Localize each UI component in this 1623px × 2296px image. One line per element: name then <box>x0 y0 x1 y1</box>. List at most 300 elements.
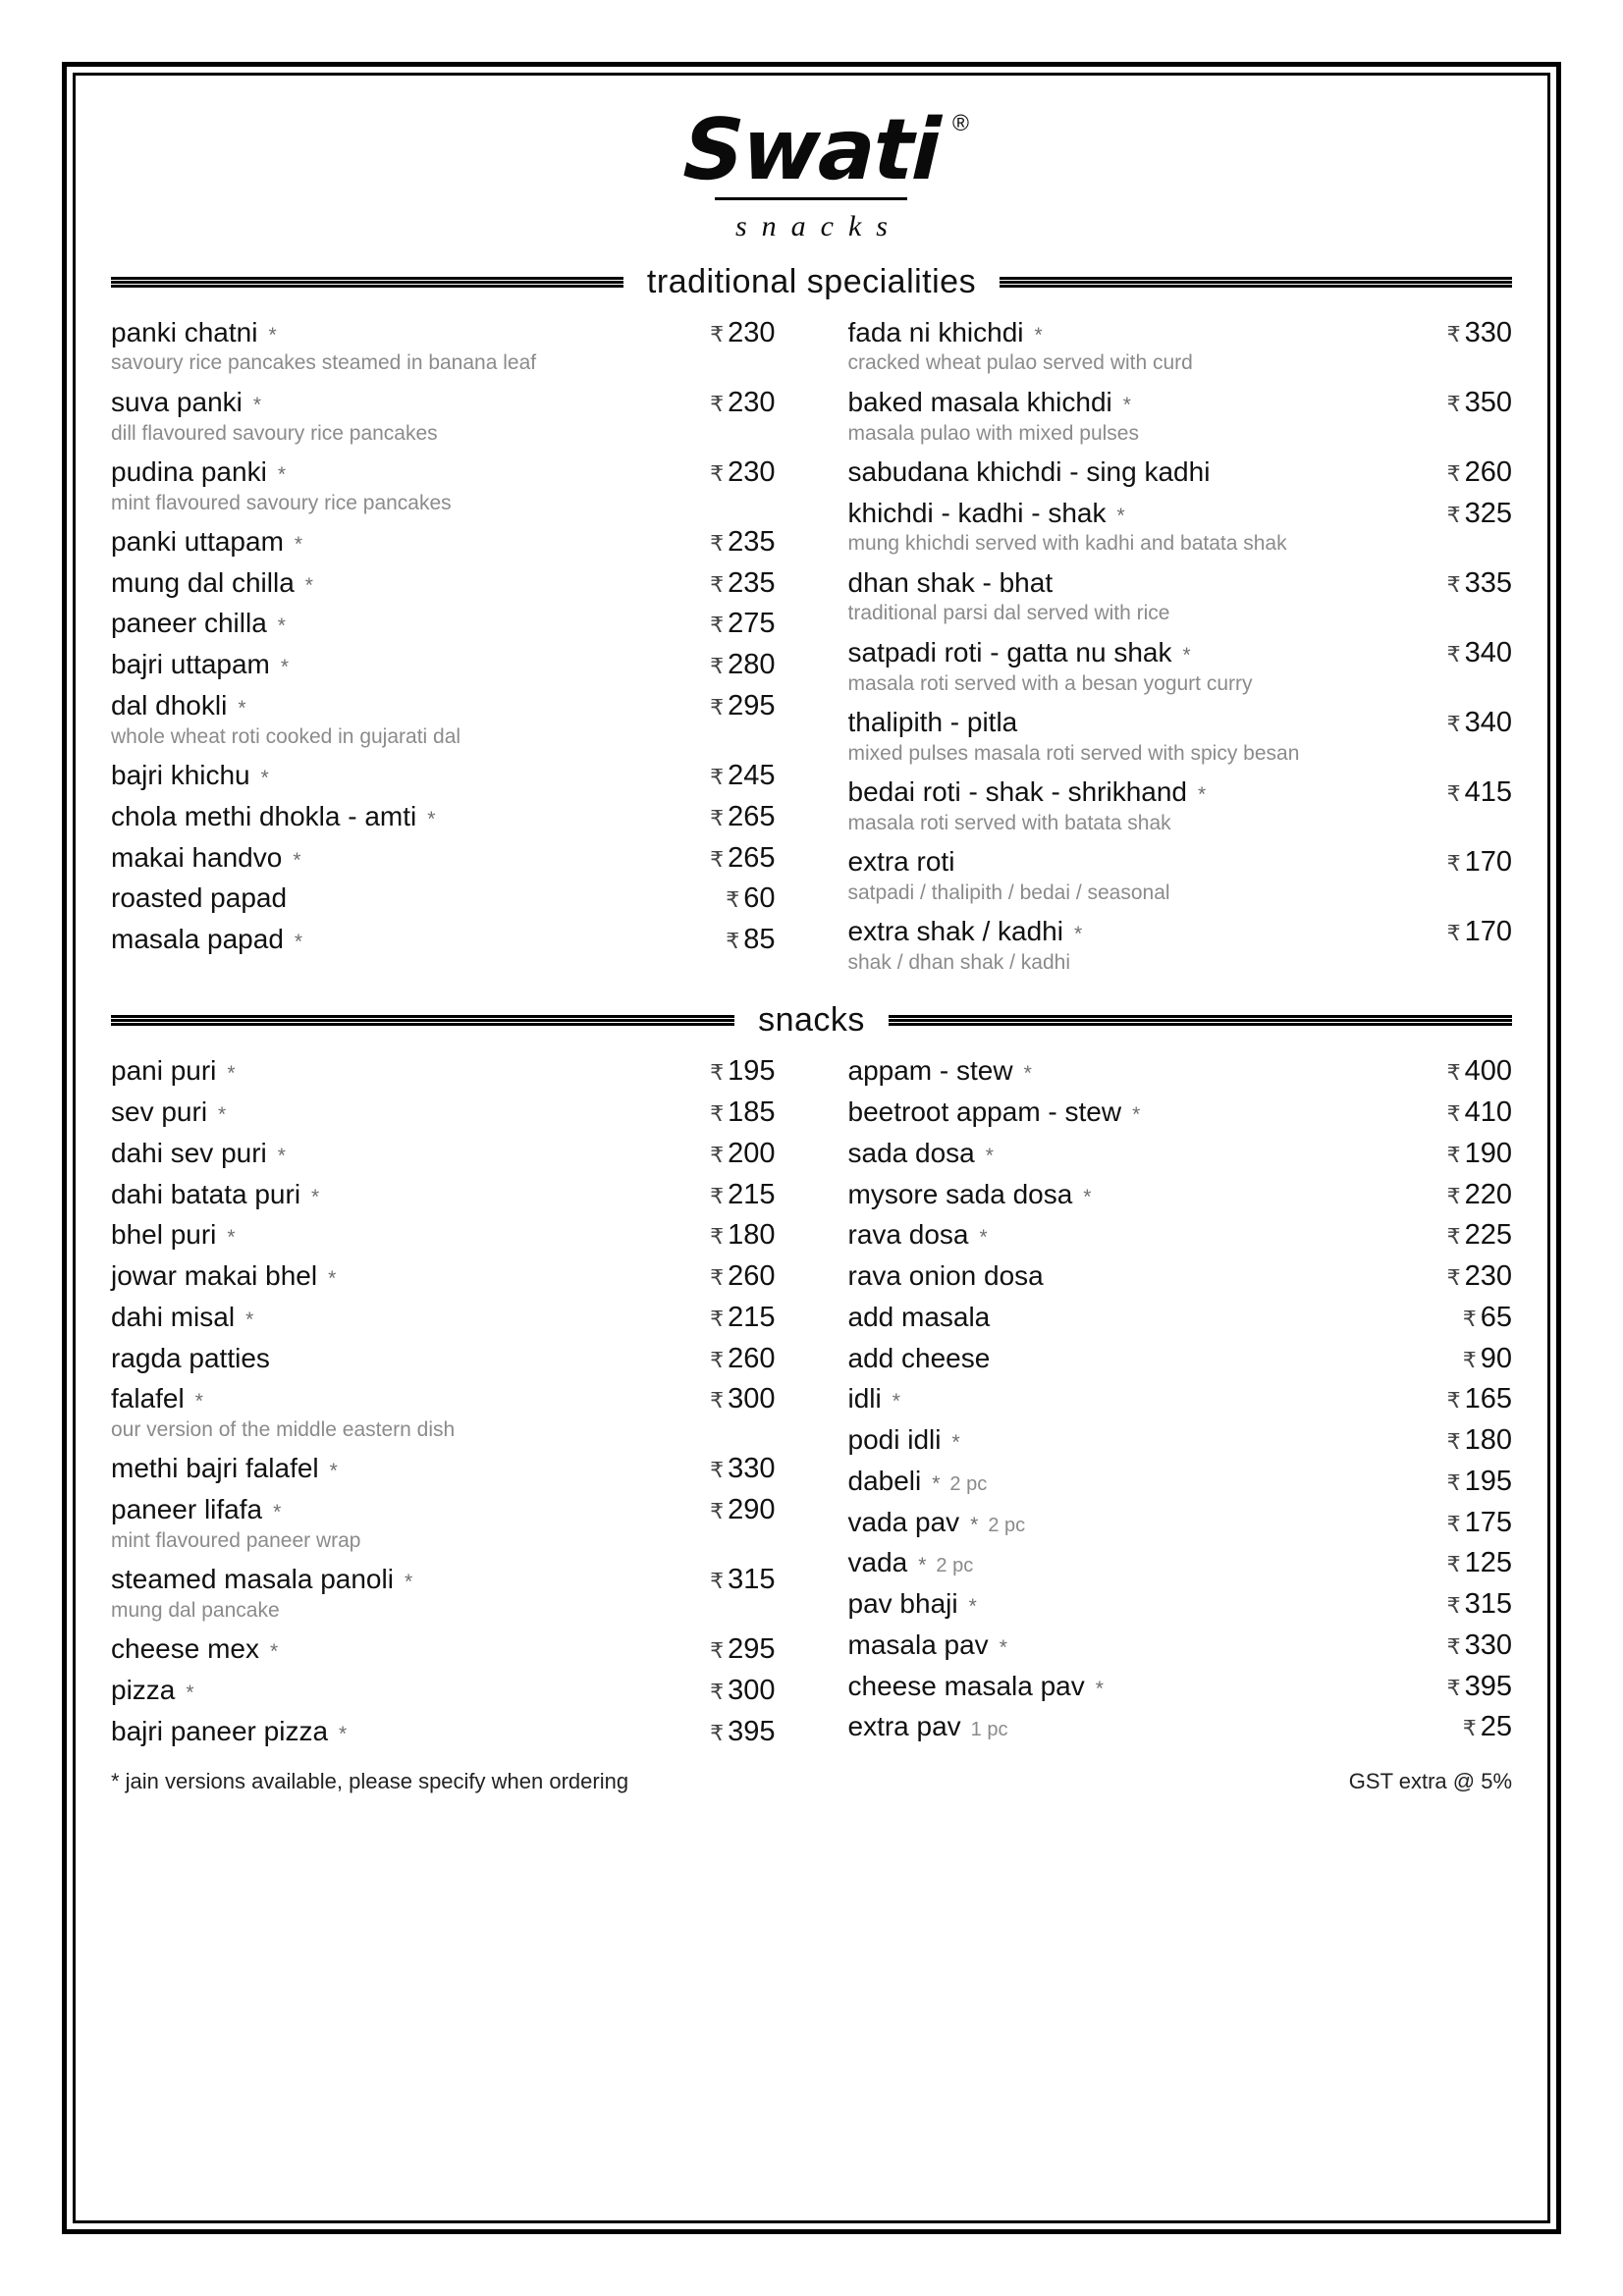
menu-item <box>111 920 776 959</box>
rupee-icon: ₹ <box>1446 1593 1461 1619</box>
menu-item <box>848 1256 1513 1296</box>
menu-item-price <box>726 882 775 915</box>
menu-item <box>111 756 776 795</box>
menu-item-name: steamed masala panoli <box>111 1564 394 1595</box>
menu-item <box>111 879 776 918</box>
jain-available-asterisk-icon: * <box>277 462 286 486</box>
menu-item-price <box>710 842 775 875</box>
menu-item-description: masala pulao with mixed pulses <box>847 421 1139 445</box>
rupee-icon: ₹ <box>710 846 725 872</box>
menu-item-name: bajri uttapam <box>111 649 270 680</box>
menu-item-price-value: 185 <box>728 1096 776 1129</box>
menu-item-price <box>1447 1219 1512 1252</box>
menu-item-name: vada <box>847 1547 908 1578</box>
menu-column <box>848 313 1513 983</box>
jain-available-asterisk-icon: * <box>245 1308 254 1331</box>
menu-item-name: suva panki <box>111 386 243 417</box>
rupee-icon: ₹ <box>1462 1347 1477 1372</box>
menu-item-price <box>1447 776 1512 809</box>
menu-item-price-value: 165 <box>1464 1383 1512 1415</box>
menu-item-description: mint flavoured paneer wrap <box>111 1528 361 1552</box>
menu-item-line <box>848 1215 1513 1255</box>
menu-item-price <box>710 1055 775 1088</box>
menu-item <box>848 453 1513 492</box>
menu-item <box>848 1420 1513 1460</box>
menu-item-line <box>111 1671 776 1710</box>
menu-item-price-value: 265 <box>728 841 776 874</box>
menu-item-name: khichdi - kadhi - shak <box>847 497 1107 528</box>
rupee-icon: ₹ <box>1446 1224 1461 1250</box>
rupee-icon: ₹ <box>1446 1675 1461 1700</box>
menu-item-line <box>848 313 1513 352</box>
menu-item-name: pizza <box>111 1675 176 1706</box>
menu-item <box>111 1093 776 1132</box>
menu-item-price <box>1447 1466 1512 1498</box>
menu-item-price <box>1447 1383 1512 1415</box>
menu-item <box>848 1462 1513 1501</box>
menu-item <box>848 912 1513 977</box>
menu-item-line <box>111 1215 776 1255</box>
menu-item-line <box>848 912 1513 951</box>
menu-item-description: masala roti served with batata shak <box>847 811 1171 834</box>
jain-available-asterisk-icon: * <box>970 1513 979 1536</box>
menu-item-price <box>726 924 775 956</box>
menu-item-description: mixed pulses masala roti served with spicy besan <box>847 741 1300 765</box>
rupee-icon: ₹ <box>710 765 725 790</box>
menu-item <box>111 1560 776 1625</box>
menu-item-price-value: 315 <box>728 1564 776 1596</box>
rupee-icon: ₹ <box>726 887 740 913</box>
menu-item-description: whole wheat roti cooked in gujarati dal <box>111 724 461 748</box>
menu-item-line <box>111 1712 776 1751</box>
menu-item-price <box>710 456 775 489</box>
menu-item-name: pani puri <box>111 1055 217 1087</box>
menu-item-name: methi bajri falafel <box>111 1453 319 1484</box>
jain-available-asterisk-icon: * <box>238 696 246 720</box>
section-columns <box>111 313 1512 983</box>
menu-item-name: masala papad <box>111 924 284 955</box>
rupee-icon: ₹ <box>1446 1265 1461 1291</box>
jain-available-asterisk-icon: * <box>339 1722 348 1745</box>
menu-item-description: our version of the middle eastern dish <box>111 1418 456 1442</box>
jain-available-asterisk-icon: * <box>294 532 303 556</box>
menu-page-frame <box>62 62 1561 2234</box>
jain-available-asterisk-icon: * <box>252 393 262 416</box>
jain-available-asterisk-icon: * <box>277 614 286 638</box>
rupee-icon: ₹ <box>710 530 725 556</box>
menu-item <box>111 313 776 378</box>
menu-item-line <box>848 383 1513 422</box>
menu-item-price <box>1447 1138 1512 1170</box>
menu-item <box>111 1339 776 1378</box>
jain-available-asterisk-icon: * <box>427 807 436 830</box>
menu-item-name: panki uttapam <box>111 525 284 557</box>
menu-item-line <box>111 1449 776 1488</box>
menu-item-line <box>848 1543 1513 1582</box>
menu-item-line <box>111 453 776 492</box>
menu-item <box>111 1298 776 1337</box>
menu-item-line <box>111 1134 776 1173</box>
rupee-icon: ₹ <box>710 460 725 486</box>
menu-item-name: bedai roti - shak - shrikhand <box>847 776 1188 807</box>
menu-item-quantity: 2 pc <box>936 1555 974 1577</box>
brand-mark <box>681 101 968 243</box>
section-header <box>111 263 1512 301</box>
menu-item-line <box>848 842 1513 881</box>
menu-item-price-value: 330 <box>1464 1629 1512 1661</box>
menu-item-price-value: 245 <box>728 760 776 792</box>
menu-item-line <box>111 1093 776 1132</box>
menu-item <box>848 1134 1513 1173</box>
rupee-icon: ₹ <box>1446 1511 1461 1536</box>
menu-item-name: jowar makai bhel <box>111 1260 318 1292</box>
rupee-icon: ₹ <box>1446 321 1461 347</box>
menu-item <box>848 1584 1513 1624</box>
rupee-icon: ₹ <box>1446 502 1461 527</box>
rupee-icon: ₹ <box>710 571 725 597</box>
jain-available-asterisk-icon: * <box>329 1460 338 1483</box>
menu-item <box>848 383 1513 448</box>
menu-item-line <box>111 522 776 561</box>
menu-item-line <box>111 313 776 352</box>
menu-item-name: bajri paneer pizza <box>111 1715 329 1746</box>
jain-available-asterisk-icon: * <box>268 323 277 347</box>
rupee-icon: ₹ <box>710 1680 725 1705</box>
jain-available-asterisk-icon: * <box>294 931 303 954</box>
menu-item-line <box>848 1626 1513 1665</box>
menu-item-name: bhel puri <box>111 1219 217 1251</box>
rupee-icon: ₹ <box>1446 1101 1461 1127</box>
menu-item-quantity: 2 pc <box>988 1514 1026 1536</box>
menu-item-line <box>848 1503 1513 1542</box>
menu-item-price <box>710 1096 775 1129</box>
rupee-icon: ₹ <box>726 929 740 954</box>
menu-item-price-value: 25 <box>1480 1711 1512 1743</box>
menu-item-line <box>111 1490 776 1529</box>
menu-item-price-value: 225 <box>1464 1219 1512 1252</box>
jain-available-asterisk-icon: * <box>979 1226 988 1250</box>
menu-item-line <box>111 563 776 603</box>
rupee-icon: ₹ <box>710 1347 725 1372</box>
menu-item-line <box>848 1256 1513 1296</box>
menu-item <box>111 1379 776 1444</box>
menu-item-name: beetroot appam - stew <box>847 1096 1122 1128</box>
menu-item-line <box>848 1462 1513 1501</box>
menu-item-line <box>111 879 776 918</box>
menu-item <box>111 522 776 561</box>
menu-item-name: pudina panki <box>111 455 267 487</box>
menu-item-price-value: 60 <box>743 882 776 915</box>
jain-available-asterisk-icon: * <box>260 767 269 790</box>
menu-item-name: ragda patties <box>111 1342 270 1373</box>
jain-available-asterisk-icon: * <box>918 1554 927 1577</box>
menu-item-price <box>710 1383 775 1415</box>
menu-item <box>111 604 776 643</box>
menu-item-price <box>1447 916 1512 948</box>
menu-item-line <box>848 563 1513 603</box>
menu-item-name: idli <box>847 1383 882 1415</box>
menu-item-name: paneer chilla <box>111 608 267 639</box>
menu-item-line <box>848 1707 1513 1746</box>
menu-item <box>111 1256 776 1296</box>
menu-item <box>111 1671 776 1710</box>
jain-available-asterisk-icon: * <box>1122 393 1131 416</box>
jain-available-asterisk-icon: * <box>277 1144 286 1167</box>
rupee-icon: ₹ <box>1446 641 1461 667</box>
menu-item-price <box>710 801 775 833</box>
menu-item <box>848 1707 1513 1746</box>
rupee-icon: ₹ <box>1446 851 1461 877</box>
menu-item-name: extra roti <box>847 846 955 878</box>
rupee-icon: ₹ <box>710 1183 725 1208</box>
menu-item-line <box>111 1175 776 1214</box>
section-columns <box>111 1051 1512 1752</box>
menu-item-line <box>848 453 1513 492</box>
menu-item-line <box>848 703 1513 742</box>
menu-item <box>848 633 1513 698</box>
menu-item-price-value: 220 <box>1464 1178 1512 1210</box>
menu-item-name: bajri khichu <box>111 760 250 791</box>
menu-footer <box>111 1769 1512 1794</box>
menu-item-price-value: 170 <box>1464 846 1512 879</box>
menu-item <box>848 563 1513 628</box>
menu-item-name: paneer lifafa <box>111 1494 263 1525</box>
menu-item-line <box>111 604 776 643</box>
section-title: traditional specialities <box>646 262 977 300</box>
menu-item-line <box>848 1134 1513 1173</box>
jain-available-asterisk-icon: * <box>892 1390 900 1414</box>
jain-available-asterisk-icon: * <box>280 656 290 679</box>
jain-available-asterisk-icon: * <box>1095 1677 1104 1700</box>
menu-item-price-value: 340 <box>1464 706 1512 738</box>
menu-item-line <box>848 1667 1513 1706</box>
brand-wordmark-text: Swati <box>681 101 942 199</box>
menu-item <box>848 1626 1513 1665</box>
menu-item-price-value: 395 <box>728 1715 776 1747</box>
menu-item-price <box>1447 387 1512 419</box>
registered-trademark-icon: ® <box>952 110 968 135</box>
menu-item <box>848 1543 1513 1582</box>
menu-item-price-value: 300 <box>728 1675 776 1707</box>
menu-item-price-value: 85 <box>743 924 776 956</box>
menu-item-price <box>710 760 775 792</box>
menu-item-price <box>1447 1629 1512 1662</box>
menu-item-name: sabudana khichdi - sing kadhi <box>847 455 1211 487</box>
menu-item-name: masala pav <box>847 1629 989 1660</box>
menu-column <box>848 1051 1513 1752</box>
rupee-icon: ₹ <box>1446 921 1461 946</box>
menu-item-price <box>1447 846 1512 879</box>
menu-item-line <box>848 1051 1513 1091</box>
menu-item-price-value: 260 <box>728 1342 776 1374</box>
menu-item-line <box>111 1629 776 1669</box>
menu-item <box>848 1667 1513 1706</box>
menu-item <box>848 1093 1513 1132</box>
rupee-icon: ₹ <box>1446 1388 1461 1414</box>
rupee-icon: ₹ <box>710 1306 725 1331</box>
menu-item-line <box>111 1256 776 1296</box>
menu-item-price-value: 235 <box>728 566 776 599</box>
menu-item-price <box>1447 707 1512 739</box>
rupee-icon: ₹ <box>710 1458 725 1483</box>
rupee-icon: ₹ <box>710 321 725 347</box>
menu-item-price-value: 125 <box>1464 1547 1512 1579</box>
menu-item-price <box>710 1343 775 1375</box>
menu-item-line <box>111 1560 776 1599</box>
menu-item <box>111 453 776 517</box>
rupee-icon: ₹ <box>710 1638 725 1664</box>
menu-item <box>848 1051 1513 1091</box>
menu-item-price-value: 230 <box>728 316 776 348</box>
menu-item-price-value: 315 <box>1464 1588 1512 1621</box>
jain-available-asterisk-icon: * <box>1034 323 1043 347</box>
menu-item-price <box>1447 1588 1512 1621</box>
jain-available-asterisk-icon: * <box>304 573 313 597</box>
menu-item-price-value: 295 <box>728 689 776 721</box>
menu-item-price <box>710 567 775 600</box>
section-rule-left <box>111 277 623 288</box>
menu-item-price <box>710 690 775 722</box>
rupee-icon: ₹ <box>1446 391 1461 416</box>
menu-item-price-value: 395 <box>1464 1670 1512 1702</box>
menu-item-price <box>710 1494 775 1526</box>
rupee-icon: ₹ <box>1446 1183 1461 1208</box>
menu-item <box>848 1215 1513 1255</box>
jain-note: * jain versions available, please specify when ordering <box>111 1768 629 1793</box>
rupee-icon: ₹ <box>710 1265 725 1291</box>
jain-available-asterisk-icon: * <box>999 1635 1007 1659</box>
menu-item-price <box>710 649 775 681</box>
jain-available-asterisk-icon: * <box>1083 1185 1092 1208</box>
rupee-icon: ₹ <box>1446 1142 1461 1167</box>
menu-item-price-value: 330 <box>1464 316 1512 348</box>
menu-item-name: appam - stew <box>847 1055 1013 1087</box>
rupee-icon: ₹ <box>710 391 725 416</box>
section-title: snacks <box>758 1001 865 1040</box>
menu-item-name: makai handvo <box>111 841 283 873</box>
rupee-icon: ₹ <box>710 1388 725 1414</box>
menu-item <box>111 1449 776 1488</box>
menu-item-name: falafel <box>111 1383 185 1415</box>
menu-item <box>848 1175 1513 1214</box>
menu-item-name: cheese masala pav <box>847 1670 1085 1701</box>
rupee-icon: ₹ <box>1462 1306 1477 1331</box>
menu-item-description: satpadi / thalipith / bedai / seasonal <box>847 881 1170 904</box>
menu-item-line <box>111 797 776 836</box>
rupee-icon: ₹ <box>710 613 725 638</box>
menu-item-name: cheese mex <box>111 1633 259 1665</box>
menu-item-line <box>848 1175 1513 1214</box>
menu-item-name: dahi misal <box>111 1301 236 1332</box>
menu-item-price-value: 235 <box>728 525 776 558</box>
rupee-icon: ₹ <box>1446 1633 1461 1659</box>
rupee-icon: ₹ <box>710 1720 725 1745</box>
menu-item-price-value: 175 <box>1464 1506 1512 1538</box>
menu-item-name: extra shak / kadhi <box>847 916 1063 947</box>
rupee-icon: ₹ <box>1446 460 1461 486</box>
menu-item-price <box>1447 1096 1512 1129</box>
menu-item-price <box>710 387 775 419</box>
menu-item-description: masala roti served with a besan yogurt curry <box>847 671 1253 695</box>
jain-available-asterisk-icon: * <box>968 1595 977 1619</box>
menu-item <box>111 1051 776 1091</box>
menu-item-price <box>710 1633 775 1666</box>
menu-item-description: cracked wheat pulao served with curd <box>847 351 1193 375</box>
menu-item <box>111 1134 776 1173</box>
menu-item-description: dill flavoured savoury rice pancakes <box>111 421 438 445</box>
menu-item-name: mysore sada dosa <box>847 1178 1073 1209</box>
rupee-icon: ₹ <box>1446 571 1461 597</box>
menu-item <box>848 494 1513 559</box>
menu-column <box>111 1051 776 1752</box>
brand-wordmark <box>681 101 968 199</box>
rupee-icon: ₹ <box>1446 1469 1461 1495</box>
jain-available-asterisk-icon: * <box>985 1144 994 1167</box>
menu-item-price-value: 330 <box>728 1453 776 1485</box>
menu-item <box>848 703 1513 768</box>
jain-available-asterisk-icon: * <box>227 1226 236 1250</box>
menu-item-price-value: 230 <box>1464 1260 1512 1293</box>
menu-item-line <box>848 494 1513 533</box>
menu-item-line <box>848 1420 1513 1460</box>
menu-item-name: thalipith - pitla <box>847 706 1018 737</box>
brand-subtitle: snacks <box>735 209 902 242</box>
jain-available-asterisk-icon: * <box>293 848 301 872</box>
menu-item-price-value: 290 <box>728 1494 776 1526</box>
menu-item-name: extra pav <box>847 1711 961 1742</box>
menu-item-line <box>111 756 776 795</box>
menu-item-price <box>1447 1260 1512 1293</box>
menu-item-name: mung dal chilla <box>111 566 295 598</box>
menu-item <box>111 1712 776 1751</box>
menu-item-price <box>1447 456 1512 489</box>
menu-item-line <box>848 773 1513 812</box>
menu-item <box>848 1503 1513 1542</box>
menu-item-name: fada ni khichdi <box>847 316 1024 347</box>
menu-item-line <box>848 1093 1513 1132</box>
menu-item-price <box>710 526 775 559</box>
menu-item-description: mung dal pancake <box>111 1598 280 1622</box>
menu-item-price-value: 180 <box>728 1219 776 1252</box>
menu-item-price <box>710 1716 775 1748</box>
menu-item-price <box>710 1675 775 1707</box>
jain-available-asterisk-icon: * <box>1132 1103 1141 1127</box>
menu-item-quantity: 1 pc <box>970 1719 1008 1741</box>
menu-item <box>111 645 776 684</box>
menu-item-price <box>1447 1671 1512 1703</box>
rupee-icon: ₹ <box>710 1101 725 1127</box>
menu-item-name: add masala <box>847 1301 991 1332</box>
menu-item-name: rava dosa <box>847 1219 969 1251</box>
menu-item-price <box>710 1260 775 1293</box>
jain-available-asterisk-icon: * <box>311 1185 320 1208</box>
menu-item-line <box>111 1298 776 1337</box>
menu-item-price <box>1447 567 1512 600</box>
menu-item-price <box>1447 1424 1512 1457</box>
menu-item-line <box>848 1379 1513 1418</box>
menu-item-price <box>710 1219 775 1252</box>
section-rule-right <box>1000 277 1512 288</box>
menu-item-price-value: 410 <box>1464 1096 1512 1129</box>
menu-item-price-value: 190 <box>1464 1137 1512 1169</box>
jain-available-asterisk-icon: * <box>227 1062 236 1086</box>
rupee-icon: ₹ <box>710 1060 725 1086</box>
menu-item-price-value: 195 <box>728 1055 776 1088</box>
menu-item-line <box>111 686 776 725</box>
gst-note: GST extra @ 5% <box>1348 1768 1512 1793</box>
menu-item <box>848 1339 1513 1378</box>
rupee-icon: ₹ <box>710 694 725 720</box>
